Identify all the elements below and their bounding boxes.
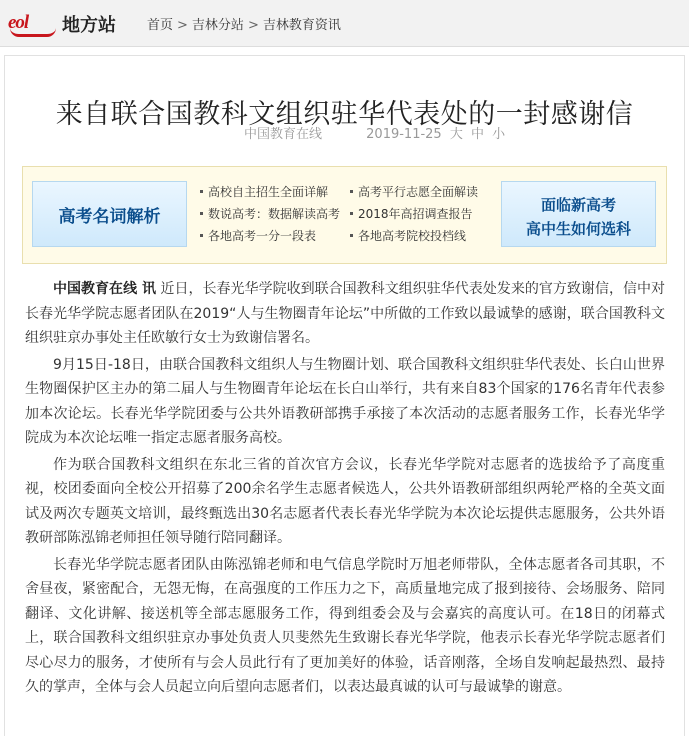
banner-left-text: 高考名词解析: [58, 207, 161, 227]
bullet-icon: [200, 190, 203, 193]
bullet-icon: [350, 234, 353, 237]
breadcrumb-jilin-link[interactable]: 吉林分站: [191, 18, 244, 33]
gaokao-terms-banner[interactable]: [32, 181, 187, 247]
breadcrumb-separator: >: [177, 18, 188, 33]
promo-link-label: 高考平行志愿全面解读: [358, 185, 479, 199]
article-paragraph: 长春光华学院志愿者团队由陈泓锦老师和电气信息学院时万旭老师带队，全体志愿者各司其职，不舍昼夜，紧密配合，无怨无悔，在高强度的工作压力之下，高质量地完成了报到接待、会场服务、陪同翻译、文化讲解、接送机等全部志愿服务工作，得到组委会及与会嘉宾的高度认可。在18日的闭幕式上，联合国教科文组织驻京办事处负责人贝斐然先生致谢长春光华学院，他表示长春光华学院志愿者们尽心尽力的服务，才使所有与会人员此行有了更加美好的体验，话音刚落，全场自发响起最热烈、最持久的掌声，全体与会人员起立向后望向志愿者们，以表达最真诚的认可与最诚挚的谢意。: [25, 556, 665, 695]
site-name: 地方站: [62, 15, 116, 36]
breadcrumb-home-link[interactable]: 首页: [147, 18, 174, 33]
bullet-icon: [350, 190, 353, 193]
article-paragraph: 9月15日-18日，由联合国教科文组织人与生物圈计划、联合国教科文组织驻华代表处、长白山世界生物圈保护区主办的第二届人与生物圈青年论坛在长白山举行，共有来自83个国家的176名青年代表参加本次论坛。长春光华学院团委与公共外语教研部携手承接了本次活动的志愿者服务工作，长春光华学院成为本次论坛唯一指定志愿者服务高校。: [25, 356, 665, 446]
logo-eol-text: eol: [8, 12, 29, 33]
promo-link[interactable]: [350, 181, 478, 203]
article-title: 来自联合国教科文组织驻华代表处的一封感谢信: [55, 99, 634, 131]
promo-link-label: 各地高考院校投档线: [358, 229, 467, 243]
lead-source: 中国教育在线 讯: [53, 281, 156, 297]
promo-link-label: 数说高考：数据解读高考: [208, 207, 341, 221]
promo-link[interactable]: [200, 203, 340, 225]
promo-links-col2: [350, 181, 478, 247]
font-size-large-button[interactable]: 大: [449, 127, 463, 142]
logo-swoosh-icon: [10, 28, 56, 37]
promo-link-label: 各地高考一分一段表: [208, 229, 317, 243]
banner-right-line1: 面临新高考: [540, 196, 616, 214]
top-navigation-bar: [0, 0, 689, 47]
bullet-icon: [350, 212, 353, 215]
bullet-icon: [200, 234, 203, 237]
promo-link[interactable]: [200, 225, 340, 247]
font-size-small-button[interactable]: 小: [492, 127, 506, 142]
font-size-medium-button[interactable]: 中: [471, 127, 485, 142]
eol-logo[interactable]: [8, 10, 128, 34]
article-meta: [244, 123, 505, 142]
article-body: [25, 277, 665, 702]
new-gaokao-subject-banner[interactable]: [501, 181, 656, 247]
promo-link-label: 高校自主招生全面详解: [208, 185, 329, 199]
promo-links-col1: [200, 181, 340, 247]
article-paragraph: [25, 277, 665, 351]
breadcrumb: [147, 14, 341, 33]
promo-link[interactable]: [350, 225, 478, 247]
paragraph-text: 近日，长春光华学院收到联合国教科文组织驻华代表处发来的官方致谢信，信中对长春光华学院志愿者团队在2019“人与生物圈青年论坛”中所做的工作致以最诚挚的感谢，联合国教科文组织驻京办事处主任欧敏行女士为致谢信署名。: [25, 281, 666, 346]
article-paragraph: 作为联合国教科文组织在东北三省的首次官方会议，长春光华学院对志愿者的选拔给予了高度重视，校团委面向全校公开招募了200余名学生志愿者候选人，公共外语教研部组织两轮严格的全英文面试及两次专题英文培训，最终甄选出30名志愿者代表长春光华学院为本次论坛提供志愿服务，公共外语教研部陈泓锦老师担任领导随行陪同翻译。: [25, 456, 665, 546]
promo-link[interactable]: [200, 181, 340, 203]
bullet-icon: [200, 212, 203, 215]
promo-box: [22, 166, 667, 264]
article-date: 2019-11-25: [366, 127, 442, 142]
banner-right-line2: 高中生如何选科: [525, 220, 631, 238]
article-source: 中国教育在线: [244, 127, 323, 142]
promo-link[interactable]: [350, 203, 478, 225]
breadcrumb-separator: >: [247, 18, 259, 33]
breadcrumb-jilin-news-link[interactable]: 吉林教育资讯: [262, 18, 341, 33]
promo-link-label: 2018年高招调查报告: [358, 207, 473, 221]
